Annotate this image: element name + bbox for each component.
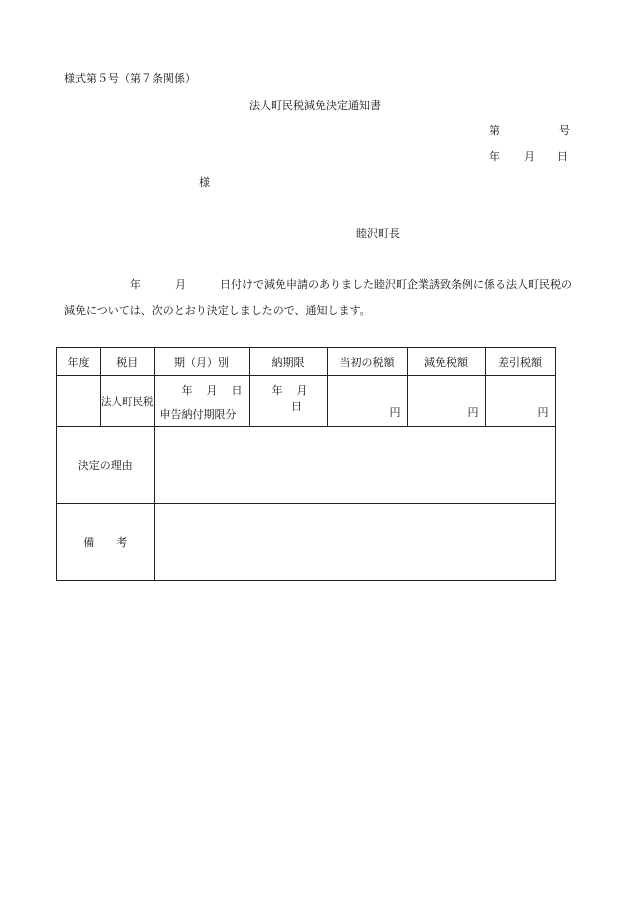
number-prefix: 第 xyxy=(489,124,500,137)
net-tax-cell[interactable]: 円 xyxy=(485,376,555,427)
tax-item-cell: 法人町民税 xyxy=(101,376,155,427)
due-date: 年 月日 xyxy=(271,384,308,413)
period-note: 申告納付期限分 xyxy=(159,408,237,421)
document-number-line xyxy=(489,122,570,138)
date-month-label: 月 xyxy=(524,150,535,163)
number-suffix: 号 xyxy=(559,124,570,137)
header-net-tax: 差引税額 xyxy=(485,348,555,376)
notice-body xyxy=(64,272,574,324)
issuer-name: 睦沢町長 xyxy=(356,227,400,240)
header-reduction-amount: 減免税額 xyxy=(407,348,485,376)
remarks-row xyxy=(57,504,556,581)
due-date-cell[interactable] xyxy=(249,376,327,427)
period-date: 年 月 日 xyxy=(181,384,243,397)
header-original-tax: 当初の税額 xyxy=(327,348,407,376)
original-tax-cell[interactable]: 円 xyxy=(327,376,407,427)
body-text-line1: 日付けで減免申請のありました睦沢町企業誘致条例に係る法人町民税の xyxy=(220,278,572,291)
body-text-line2: 減免については、次のとおり決定しましたので、通知します。 xyxy=(64,304,371,317)
issue-date-line xyxy=(489,148,568,164)
table-header-row xyxy=(57,348,556,376)
addressee-honorific: 様 xyxy=(199,176,210,189)
reason-label: 決定の理由 xyxy=(57,427,155,504)
form-number: 様式第５号（第７条関係） xyxy=(64,72,196,85)
fiscal-year-cell[interactable] xyxy=(57,376,101,427)
document-title: 法人町民税減免決定通知書 xyxy=(249,99,381,112)
body-year: 年 xyxy=(130,278,141,291)
reduction-amount-cell[interactable]: 円 xyxy=(407,376,485,427)
remarks-label: 備 考 xyxy=(57,504,155,581)
header-period: 期（月）別 xyxy=(154,348,249,376)
date-year-label: 年 xyxy=(489,150,500,163)
reason-row xyxy=(57,427,556,504)
remarks-field[interactable] xyxy=(154,504,555,581)
reduction-table xyxy=(56,347,556,581)
header-fiscal-year: 年度 xyxy=(57,348,101,376)
period-cell[interactable] xyxy=(154,376,249,427)
header-tax-item: 税目 xyxy=(101,348,155,376)
reason-field[interactable] xyxy=(154,427,555,504)
date-day-label: 日 xyxy=(557,150,568,163)
table-row xyxy=(57,376,556,427)
body-month: 月 xyxy=(175,278,186,291)
header-due-date: 納期限 xyxy=(249,348,327,376)
